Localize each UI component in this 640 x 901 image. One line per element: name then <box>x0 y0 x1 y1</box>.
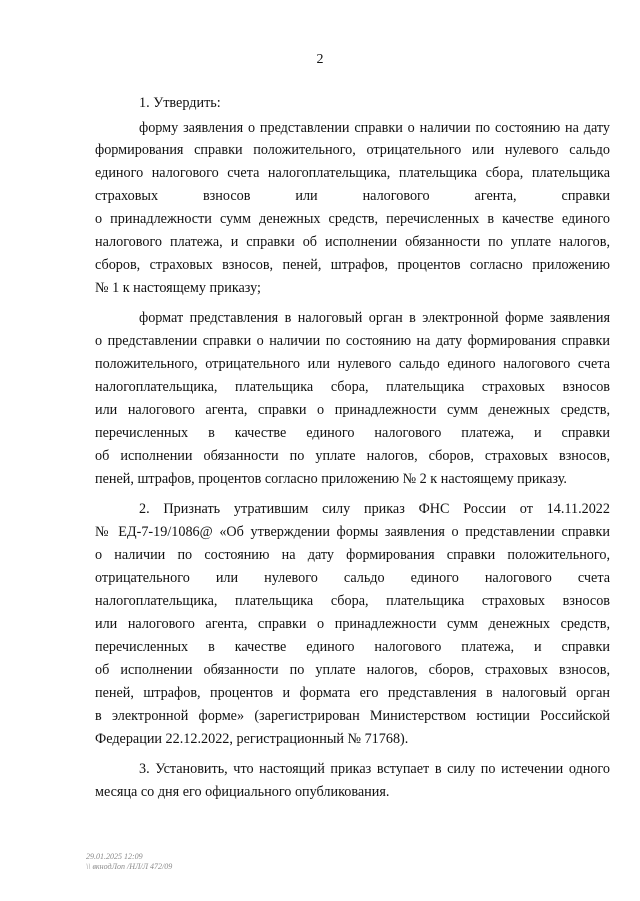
list-item-heading: 1. Утвердить: <box>139 95 221 111</box>
footer-timestamp: 29.01.2025 12:09 <box>86 852 143 861</box>
paragraph-line: 3. Установить, что настоящий приказ вступает в силу по истечении одного <box>139 761 610 777</box>
paragraph-line: положительного, отрицательного или нулевого сальдо единого налогового счета <box>95 356 610 372</box>
paragraph-line: в электронной форме» (зарегистрирован Министерством юстиции Российской <box>95 708 610 724</box>
paragraph-line: страховых взносов или налогового агента, справки <box>95 188 610 204</box>
paragraph-line: № ЕД-7-19/1086@ «Об утверждении формы заявления о представлении справки <box>95 524 610 540</box>
paragraph-line: о принадлежности сумм денежных средств, перечисленных в качестве единого <box>95 211 610 227</box>
footer-reference: \\ вкнодЛоп /НЛ/Л 472/09 <box>86 862 173 871</box>
paragraph-line: форму заявления о представлении справки о наличии по состоянию на дату <box>139 120 610 136</box>
paragraph-line: формат представления в налоговый орган в электронной форме заявления <box>139 310 610 326</box>
paragraph-line: Федерации 22.12.2022, регистрационный № 71768). <box>95 731 409 747</box>
paragraph-line: перечисленных в качестве единого налогового платежа, и справки <box>95 425 610 441</box>
paragraph-line: налогоплательщика, плательщика сбора, плательщика страховых взносов <box>95 379 610 395</box>
paragraph-line: пеней, штрафов, процентов и формата его представления в налоговый орган <box>95 685 610 701</box>
paragraph-line: месяца со дня его официального опубликования. <box>95 784 390 800</box>
page-number: 2 <box>316 52 324 67</box>
paragraph-line: единого налогового счета налогоплательщика, плательщика сбора, плательщика <box>95 165 610 181</box>
paragraph-line: об исполнении обязанности по уплате налогов, сборов, страховых взносов, <box>95 662 610 678</box>
paragraph-line: налогового платежа, и справки об исполнении обязанности по уплате налогов, <box>95 234 610 250</box>
footer-stamp <box>86 852 172 872</box>
paragraph-line: или налогового агента, справки о принадлежности сумм денежных средств, <box>95 402 610 418</box>
paragraph-line: об исполнении обязанности по уплате налогов, сборов, страховых взносов, <box>95 448 610 464</box>
paragraph-line: 2. Признать утратившим силу приказ ФНС России от 14.11.2022 <box>139 501 610 517</box>
paragraph-line: формирования справки положительного, отрицательного или нулевого сальдо <box>95 142 610 158</box>
paragraph-line: о представлении справки о наличии по состоянию на дату формирования справки <box>95 333 610 349</box>
paragraph-line: сборов, страховых взносов, пеней, штрафов, процентов согласно приложению <box>95 257 610 273</box>
paragraph-line: отрицательного или нулевого сальдо единого налогового счета <box>95 570 610 586</box>
paragraph-line: № 1 к настоящему приказу; <box>95 280 261 296</box>
paragraph-line: пеней, штрафов, процентов согласно приложению № 2 к настоящему приказу. <box>95 471 567 487</box>
paragraph-line: о наличии по состоянию на дату формирования справки положительного, <box>95 547 610 563</box>
paragraph-line: перечисленных в качестве единого налогового платежа, и справки <box>95 639 610 655</box>
paragraph-line: или налогового агента, справки о принадлежности сумм денежных средств, <box>95 616 610 632</box>
paragraph-line: налогоплательщика, плательщика сбора, плательщика страховых взносов <box>95 593 610 609</box>
